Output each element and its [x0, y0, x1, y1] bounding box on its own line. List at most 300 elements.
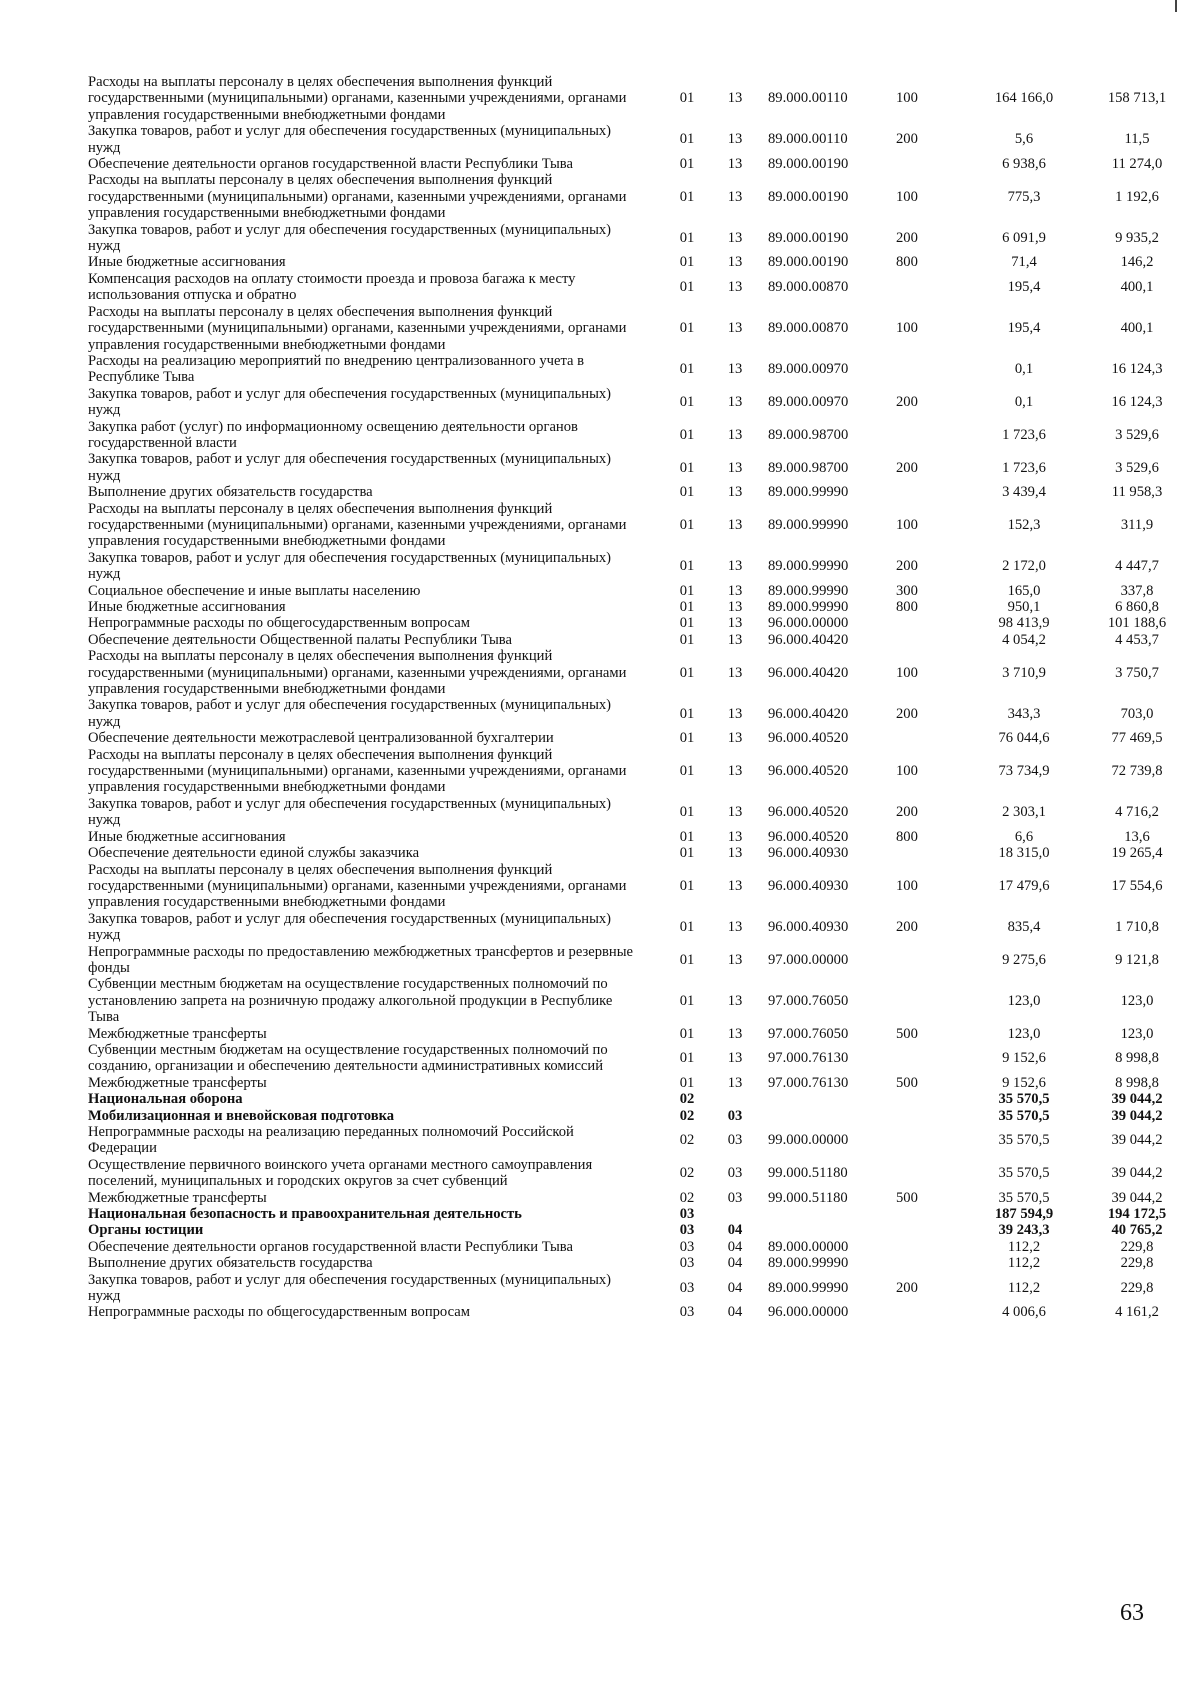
row-name-cell: Субвенции местным бюджетам на осуществление государственных полномочий по установлению запрета на розничную продажу алкогольной продукции в Республике Тыва — [88, 976, 613, 1026]
subsection-code-cell: 13 — [727, 254, 743, 271]
table-row — [88, 1239, 1194, 1255]
target-article-cell: 96.000.00000 — [768, 1304, 849, 1321]
section-code-cell: 01 — [679, 557, 695, 574]
amount-year2-cell: 4 161,2 — [1115, 1304, 1159, 1321]
amount-year2-cell: 1 192,6 — [1115, 188, 1159, 205]
amount-year2-cell: 3 529,6 — [1115, 459, 1159, 476]
amount-year1-cell: 112,2 — [1007, 1255, 1041, 1272]
row-name-cell: Обеспечение деятельности межотраслевой централизованной бухгалтерии — [88, 730, 554, 747]
subsection-code-cell: 13 — [727, 705, 743, 722]
amount-year1-cell: 835,4 — [1007, 918, 1041, 935]
table-row — [88, 271, 1194, 304]
expense-type-cell: 100 — [896, 320, 918, 337]
subsection-code-cell: 13 — [727, 557, 743, 574]
row-name-cell: Закупка товаров, работ и услуг для обеспечения государственных (муниципальных) нужд — [88, 697, 612, 730]
subsection-code-cell: 13 — [727, 188, 743, 205]
amount-year1-cell: 165,0 — [1007, 582, 1041, 599]
amount-year1-cell: 18 315,0 — [998, 845, 1050, 862]
subsection-code-cell: 13 — [727, 951, 743, 968]
target-article-cell: 89.000.99990 — [768, 599, 849, 615]
amount-year1-cell: 5,6 — [1014, 131, 1034, 148]
expense-type-cell — [896, 615, 968, 631]
section-code-cell: 01 — [679, 516, 695, 533]
subsection-code-cell: 04 — [727, 1255, 743, 1272]
row-name-cell: Расходы на выплаты персоналу в целях обеспечения выполнения функций государственными (муниципальными) органами, казенными учреждениями, органами управления государственными внебюджетными фондами — [88, 172, 627, 222]
amount-year1-cell: 39 243,3 — [998, 1222, 1050, 1239]
row-name-cell: Межбюджетные трансферты — [88, 1189, 267, 1206]
amount-year2-cell: 3 750,7 — [1115, 664, 1159, 681]
target-article-cell: 89.000.99990 — [768, 484, 849, 501]
row-name-cell: Непрограммные расходы по общегосударственным вопросам — [88, 615, 470, 632]
amount-year2-cell: 40 765,2 — [1111, 1222, 1163, 1239]
row-name-cell: Социальное обеспечение и иные выплаты населению — [88, 582, 421, 599]
target-article-cell: 89.000.00110 — [768, 131, 848, 148]
table-row — [88, 911, 1194, 944]
section-code-cell: 01 — [679, 361, 695, 378]
amount-year2-cell: 229,8 — [1120, 1279, 1154, 1296]
expense-type-cell: 300 — [896, 582, 918, 599]
amount-year2-cell: 39 044,2 — [1111, 1165, 1163, 1182]
section-code-cell: 02 — [679, 1189, 695, 1206]
row-name-cell: Национальная безопасность и правоохранительная деятельность — [88, 1206, 522, 1223]
subsection-code-cell: 13 — [727, 393, 743, 410]
subsection-code-cell: 13 — [727, 631, 743, 648]
target-article-cell: 97.000.76050 — [768, 992, 849, 1009]
section-code-cell: 03 — [679, 1279, 695, 1296]
amount-year2-cell: 17 554,6 — [1111, 877, 1163, 894]
expense-type-cell — [896, 632, 968, 648]
target-article-cell: 97.000.76130 — [768, 1074, 849, 1091]
subsection-code-cell: 04 — [727, 1238, 743, 1255]
target-article-cell: 97.000.76050 — [768, 1025, 849, 1042]
table-row — [88, 632, 1194, 648]
table-row — [88, 156, 1194, 172]
table-row — [88, 747, 1194, 796]
subsection-code-cell: 13 — [727, 664, 743, 681]
amount-year1-cell: 195,4 — [1007, 320, 1041, 337]
target-article-cell: 89.000.00190 — [768, 254, 849, 271]
expense-type-cell: 100 — [896, 90, 918, 107]
row-name-cell: Обеспечение деятельности единой службы заказчика — [88, 845, 420, 862]
section-code-cell: 01 — [679, 705, 695, 722]
amount-year1-cell: 35 570,5 — [998, 1091, 1050, 1108]
target-article-cell: 89.000.98700 — [768, 459, 849, 476]
section-code-cell: 01 — [679, 156, 695, 173]
row-name-cell: Закупка товаров, работ и услуг для обеспечения государственных (муниципальных) нужд — [88, 1271, 612, 1305]
table-row — [88, 1026, 1194, 1042]
expense-type-cell: 200 — [896, 459, 918, 476]
subsection-code-cell: 13 — [727, 845, 743, 862]
row-name-cell: Межбюджетные трансферты — [88, 1074, 267, 1091]
amount-year2-cell: 11 274,0 — [1111, 156, 1163, 173]
section-code-cell: 03 — [679, 1222, 695, 1239]
row-name-cell: Расходы на реализацию мероприятий по внедрению централизованного учета в Республике Тыва — [88, 352, 585, 386]
subsection-code-cell: 13 — [727, 582, 743, 599]
section-code-cell: 01 — [679, 279, 695, 296]
subsection-code-cell: 13 — [727, 320, 743, 337]
subsection-code-cell: 13 — [727, 918, 743, 935]
subsection-code-cell: 13 — [727, 279, 743, 296]
row-name-cell: Выполнение других обязательств государства — [88, 1255, 373, 1272]
subsection-code-cell: 13 — [727, 730, 743, 747]
expense-type-cell: 200 — [896, 131, 918, 148]
expense-type-cell: 100 — [896, 664, 918, 681]
amount-year2-cell: 9 935,2 — [1115, 229, 1159, 246]
row-name-cell: Закупка товаров, работ и услуг для обеспечения государственных (муниципальных) нужд — [88, 549, 612, 583]
subsection-code-cell: 04 — [727, 1279, 743, 1296]
row-name-cell: Мобилизационная и вневойсковая подготовка — [88, 1107, 395, 1124]
amount-year1-cell: 0,1 — [1014, 393, 1034, 410]
amount-year2-cell: 39 044,2 — [1111, 1189, 1163, 1206]
expense-type-cell — [896, 845, 968, 861]
target-article-cell: 89.000.99990 — [768, 1255, 849, 1272]
section-code-cell: 01 — [679, 1050, 695, 1067]
expense-type-cell: 200 — [896, 1279, 918, 1296]
row-name-cell: Иные бюджетные ассигнования — [88, 254, 286, 271]
amount-year2-cell: 16 124,3 — [1111, 361, 1163, 378]
target-article-cell — [764, 1108, 896, 1124]
target-article-cell: 97.000.76130 — [768, 1050, 849, 1067]
table-row — [88, 845, 1194, 861]
expense-type-cell: 800 — [896, 599, 918, 615]
section-code-cell: 01 — [679, 992, 695, 1009]
amount-year2-cell: 39 044,2 — [1111, 1091, 1163, 1108]
target-article-cell: 89.000.98700 — [768, 426, 849, 443]
page-edge-mark — [1175, 0, 1177, 12]
amount-year1-cell: 950,1 — [1007, 599, 1041, 615]
subsection-code-cell: 13 — [727, 90, 743, 107]
table-row — [88, 1255, 1194, 1271]
amount-year2-cell: 1 710,8 — [1115, 918, 1159, 935]
subsection-code-cell — [706, 1091, 764, 1107]
target-article-cell: 89.000.00970 — [768, 361, 849, 378]
expense-type-cell: 200 — [896, 557, 918, 574]
section-code-cell: 01 — [679, 951, 695, 968]
subsection-code-cell: 13 — [727, 131, 743, 148]
amount-year1-cell: 35 570,5 — [998, 1165, 1050, 1182]
table-row — [88, 1304, 1194, 1320]
expense-type-cell: 200 — [896, 918, 918, 935]
expense-type-cell — [896, 1255, 968, 1271]
subsection-code-cell: 13 — [727, 599, 743, 615]
amount-year1-cell: 112,2 — [1007, 1238, 1041, 1255]
amount-year1-cell: 1 723,6 — [1002, 459, 1046, 476]
row-name-cell: Обеспечение деятельности органов государственной власти Республики Тыва — [88, 1238, 573, 1255]
amount-year2-cell: 8 998,8 — [1115, 1074, 1159, 1091]
section-code-cell: 01 — [679, 804, 695, 821]
section-code-cell: 02 — [679, 1132, 695, 1149]
section-code-cell: 02 — [679, 1091, 695, 1108]
table-row — [88, 1108, 1194, 1124]
subsection-code-cell: 13 — [727, 361, 743, 378]
section-code-cell: 01 — [679, 459, 695, 476]
amount-year1-cell: 187 594,9 — [994, 1206, 1054, 1223]
amount-year2-cell: 4 716,2 — [1115, 804, 1159, 821]
amount-year2-cell: 229,8 — [1120, 1238, 1154, 1255]
target-article-cell: 96.000.40420 — [768, 664, 849, 681]
subsection-code-cell: 13 — [727, 484, 743, 501]
subsection-code-cell: 03 — [727, 1132, 743, 1149]
amount-year2-cell: 3 529,6 — [1115, 426, 1159, 443]
expense-type-cell: 100 — [896, 763, 918, 780]
amount-year1-cell: 123,0 — [1007, 1025, 1041, 1042]
subsection-code-cell: 03 — [727, 1165, 743, 1182]
expense-type-cell: 800 — [896, 254, 918, 271]
subsection-code-cell — [706, 1206, 764, 1222]
amount-year1-cell: 9 152,6 — [1002, 1074, 1046, 1091]
subsection-code-cell: 13 — [727, 615, 743, 632]
target-article-cell: 96.000.40930 — [768, 918, 849, 935]
row-name-cell: Расходы на выплаты персоналу в целях обеспечения выполнения функций государственными (муниципальными) органами, казенными учреждениями, органами управления государственными внебюджетными фондами — [88, 74, 627, 123]
expense-type-cell — [896, 1157, 968, 1190]
section-code-cell: 03 — [679, 1206, 695, 1223]
row-name-cell: Расходы на выплаты персоналу в целях обеспечения выполнения функций государственными (муниципальными) органами, казенными учреждениями, органами управления государственными внебюджетными фондами — [88, 746, 627, 796]
section-code-cell: 03 — [679, 1255, 695, 1272]
target-article-cell: 89.000.99990 — [768, 557, 849, 574]
section-code-cell: 01 — [679, 320, 695, 337]
section-code-cell: 01 — [679, 664, 695, 681]
amount-year2-cell: 13,6 — [1124, 828, 1150, 845]
table-row — [88, 1091, 1194, 1107]
row-name-cell: Расходы на выплаты персоналу в целях обеспечения выполнения функций государственными (муниципальными) органами, казенными учреждениями, органами управления государственными внебюджетными фондами — [88, 861, 627, 911]
target-article-cell: 96.000.00000 — [768, 615, 849, 632]
section-code-cell: 03 — [679, 1238, 695, 1255]
amount-year2-cell: 101 188,6 — [1107, 615, 1167, 632]
expense-type-cell — [896, 1091, 968, 1107]
target-article-cell: 99.000.51180 — [768, 1165, 848, 1182]
amount-year2-cell: 39 044,2 — [1111, 1132, 1163, 1149]
expense-type-cell: 100 — [896, 516, 918, 533]
section-code-cell: 01 — [679, 1074, 695, 1091]
row-name-cell: Осуществление первичного воинского учета органами местного самоуправления поселений, муниципальных и городских округов за счет субвенций — [88, 1156, 593, 1190]
row-name-cell: Непрограммные расходы на реализацию переданных полномочий Российской Федерации — [88, 1124, 574, 1157]
subsection-code-cell: 13 — [727, 828, 743, 845]
section-code-cell: 02 — [679, 1107, 695, 1124]
row-name-cell: Расходы на выплаты персоналу в целях обеспечения выполнения функций государственными (муниципальными) органами, казенными учреждениями, органами управления государственными внебюджетными фондами — [88, 303, 627, 353]
row-name-cell: Межбюджетные трансферты — [88, 1025, 267, 1042]
row-name-cell: Закупка товаров, работ и услуг для обеспечения государственных (муниципальных) нужд — [88, 123, 612, 156]
table-row — [88, 1124, 1194, 1157]
section-code-cell: 03 — [679, 1304, 695, 1321]
amount-year1-cell: 4 006,6 — [1002, 1304, 1046, 1321]
subsection-code-cell: 13 — [727, 156, 743, 173]
expense-type-cell: 100 — [896, 877, 918, 894]
amount-year1-cell: 2 172,0 — [1002, 557, 1046, 574]
amount-year1-cell: 35 570,5 — [998, 1189, 1050, 1206]
table-row — [88, 862, 1194, 911]
amount-year2-cell: 77 469,5 — [1111, 730, 1163, 747]
amount-year1-cell: 98 413,9 — [998, 615, 1050, 632]
amount-year2-cell: 8 998,8 — [1115, 1050, 1159, 1067]
expense-type-cell — [896, 156, 968, 172]
expense-type-cell — [896, 944, 968, 977]
table-row — [88, 254, 1194, 270]
row-name-cell: Субвенции местным бюджетам на осуществление государственных полномочий по созданию, организации и обеспечению деятельности административных комиссий — [88, 1041, 608, 1075]
expense-type-cell — [896, 1239, 968, 1255]
subsection-code-cell: 13 — [727, 1050, 743, 1067]
target-article-cell: 96.000.40520 — [768, 763, 849, 780]
subsection-code-cell: 13 — [727, 1025, 743, 1042]
section-code-cell: 01 — [679, 582, 695, 599]
amount-year1-cell: 1 723,6 — [1002, 426, 1046, 443]
amount-year1-cell: 3 439,4 — [1002, 484, 1046, 501]
table-row — [88, 1190, 1194, 1206]
row-name-cell: Непрограммные расходы по общегосударственным вопросам — [88, 1304, 470, 1321]
row-name-cell: Закупка работ (услуг) по информационному освещению деятельности органов государственной власти — [88, 418, 578, 451]
target-article-cell: 96.000.40930 — [768, 877, 849, 894]
table-row — [88, 501, 1194, 550]
target-article-cell — [764, 1222, 896, 1238]
table-row — [88, 1222, 1194, 1238]
row-name-cell: Компенсация расходов на оплату стоимости проезда и провоза багажа к месту использования отпуска и обратно — [88, 270, 576, 304]
row-name-cell: Закупка товаров, работ и услуг для обеспечения государственных (муниципальных) нужд — [88, 910, 612, 944]
amount-year2-cell: 11 958,3 — [1111, 484, 1163, 501]
target-article-cell: 89.000.00190 — [768, 156, 849, 173]
expense-type-cell — [896, 1222, 968, 1238]
table-row — [88, 353, 1194, 386]
expense-type-cell — [896, 1304, 968, 1320]
section-code-cell: 01 — [679, 730, 695, 747]
amount-year1-cell: 35 570,5 — [998, 1132, 1050, 1149]
section-code-cell: 01 — [679, 393, 695, 410]
target-article-cell: 99.000.00000 — [768, 1132, 849, 1149]
subsection-code-cell: 13 — [727, 426, 743, 443]
section-code-cell: 01 — [679, 828, 695, 845]
target-article-cell: 97.000.00000 — [768, 951, 849, 968]
amount-year1-cell: 112,2 — [1007, 1279, 1041, 1296]
subsection-code-cell: 13 — [727, 516, 743, 533]
section-code-cell: 01 — [679, 615, 695, 632]
amount-year1-cell: 775,3 — [1007, 188, 1041, 205]
amount-year2-cell: 123,0 — [1120, 992, 1154, 1009]
row-name-cell: Обеспечение деятельности Общественной палаты Республики Тыва — [88, 631, 512, 648]
expense-type-cell — [896, 730, 968, 746]
amount-year2-cell: 4 447,7 — [1115, 557, 1159, 574]
target-article-cell: 99.000.51180 — [768, 1189, 848, 1206]
table-row — [88, 550, 1194, 583]
row-name-cell: Непрограммные расходы по предоставлению межбюджетных трансфертов и резервные фонды — [88, 943, 634, 976]
expense-type-cell — [896, 353, 968, 386]
row-name-cell: Национальная оборона — [88, 1091, 243, 1108]
expense-type-cell — [896, 484, 968, 500]
amount-year1-cell: 2 303,1 — [1002, 804, 1046, 821]
target-article-cell: 89.000.00870 — [768, 279, 849, 296]
expense-type-cell — [896, 271, 968, 304]
table-row — [88, 451, 1194, 484]
table-row — [88, 1206, 1194, 1222]
amount-year1-cell: 71,4 — [1011, 254, 1037, 271]
amount-year1-cell: 123,0 — [1007, 992, 1041, 1009]
target-article-cell: 89.000.00870 — [768, 320, 849, 337]
target-article-cell — [764, 1206, 896, 1222]
target-article-cell: 96.000.40520 — [768, 828, 849, 845]
amount-year2-cell: 400,1 — [1120, 279, 1154, 296]
table-row — [88, 419, 1194, 452]
row-name-cell: Иные бюджетные ассигнования — [88, 599, 286, 615]
amount-year2-cell: 703,0 — [1120, 705, 1154, 722]
target-article-cell: 89.000.00110 — [768, 90, 848, 107]
amount-year2-cell: 229,8 — [1120, 1255, 1154, 1272]
subsection-code-cell: 13 — [727, 804, 743, 821]
section-code-cell: 01 — [679, 918, 695, 935]
budget-table — [88, 74, 1194, 1321]
expense-type-cell: 100 — [896, 188, 918, 205]
table-row — [88, 484, 1194, 500]
table-row — [88, 829, 1194, 845]
row-name-cell: Обеспечение деятельности органов государственной власти Республики Тыва — [88, 156, 573, 173]
table-row — [88, 583, 1194, 599]
table-row — [88, 1042, 1194, 1075]
target-article-cell: 96.000.40420 — [768, 631, 849, 648]
budget-table-body — [88, 74, 1194, 1321]
table-row — [88, 976, 1194, 1025]
row-name-cell: Органы юстиции — [88, 1222, 204, 1239]
section-code-cell: 01 — [679, 763, 695, 780]
row-name-cell: Выполнение других обязательств государства — [88, 484, 373, 501]
target-article-cell: 89.000.99990 — [768, 1279, 849, 1296]
table-row — [88, 599, 1194, 615]
table-row — [88, 222, 1194, 255]
amount-year2-cell: 6 860,8 — [1115, 599, 1159, 615]
amount-year1-cell: 0,1 — [1014, 361, 1034, 378]
section-code-cell: 01 — [679, 845, 695, 862]
subsection-code-cell: 13 — [727, 877, 743, 894]
amount-year1-cell: 9 152,6 — [1002, 1050, 1046, 1067]
expense-type-cell: 200 — [896, 705, 918, 722]
amount-year2-cell: 19 265,4 — [1111, 845, 1163, 862]
table-row — [88, 304, 1194, 353]
target-article-cell: 89.000.99990 — [768, 582, 849, 599]
table-row — [88, 615, 1194, 631]
amount-year1-cell: 152,3 — [1007, 516, 1041, 533]
target-article-cell: 89.000.00190 — [768, 188, 849, 205]
row-name-cell: Закупка товаров, работ и услуг для обеспечения государственных (муниципальных) нужд — [88, 795, 612, 829]
expense-type-cell — [896, 1206, 968, 1222]
amount-year2-cell: 311,9 — [1120, 516, 1154, 533]
expense-type-cell — [896, 1108, 968, 1124]
table-row — [88, 123, 1194, 156]
expense-type-cell — [896, 1042, 968, 1075]
table-row — [88, 172, 1194, 221]
expense-type-cell: 500 — [896, 1189, 918, 1206]
amount-year2-cell: 123,0 — [1120, 1025, 1154, 1042]
amount-year1-cell: 76 044,6 — [998, 730, 1050, 747]
target-article-cell: 96.000.40520 — [768, 730, 849, 747]
subsection-code-cell: 13 — [727, 992, 743, 1009]
target-article-cell: 96.000.40520 — [768, 804, 849, 821]
row-name-cell: Закупка товаров, работ и услуг для обеспечения государственных (муниципальных) нужд — [88, 451, 612, 484]
amount-year1-cell: 35 570,5 — [998, 1107, 1050, 1124]
section-code-cell: 01 — [679, 599, 695, 615]
table-row — [88, 730, 1194, 746]
amount-year1-cell: 4 054,2 — [1002, 631, 1046, 648]
expense-type-cell: 200 — [896, 393, 918, 410]
amount-year2-cell: 11,5 — [1124, 131, 1150, 148]
subsection-code-cell: 03 — [727, 1189, 743, 1206]
section-code-cell: 01 — [679, 131, 695, 148]
subsection-code-cell: 13 — [727, 1074, 743, 1091]
subsection-code-cell: 13 — [727, 229, 743, 246]
amount-year1-cell: 3 710,9 — [1002, 664, 1046, 681]
row-name-cell: Расходы на выплаты персоналу в целях обеспечения выполнения функций государственными (муниципальными) органами, казенными учреждениями, органами управления государственными внебюджетными фондами — [88, 648, 627, 698]
table-row — [88, 648, 1194, 697]
row-name-cell: Закупка товаров, работ и услуг для обеспечения государственных (муниципальных) нужд — [88, 385, 612, 419]
section-code-cell: 01 — [679, 426, 695, 443]
section-code-cell: 01 — [679, 1025, 695, 1042]
table-row — [88, 944, 1194, 977]
table-row — [88, 1157, 1194, 1190]
amount-year2-cell: 39 044,2 — [1111, 1107, 1163, 1124]
